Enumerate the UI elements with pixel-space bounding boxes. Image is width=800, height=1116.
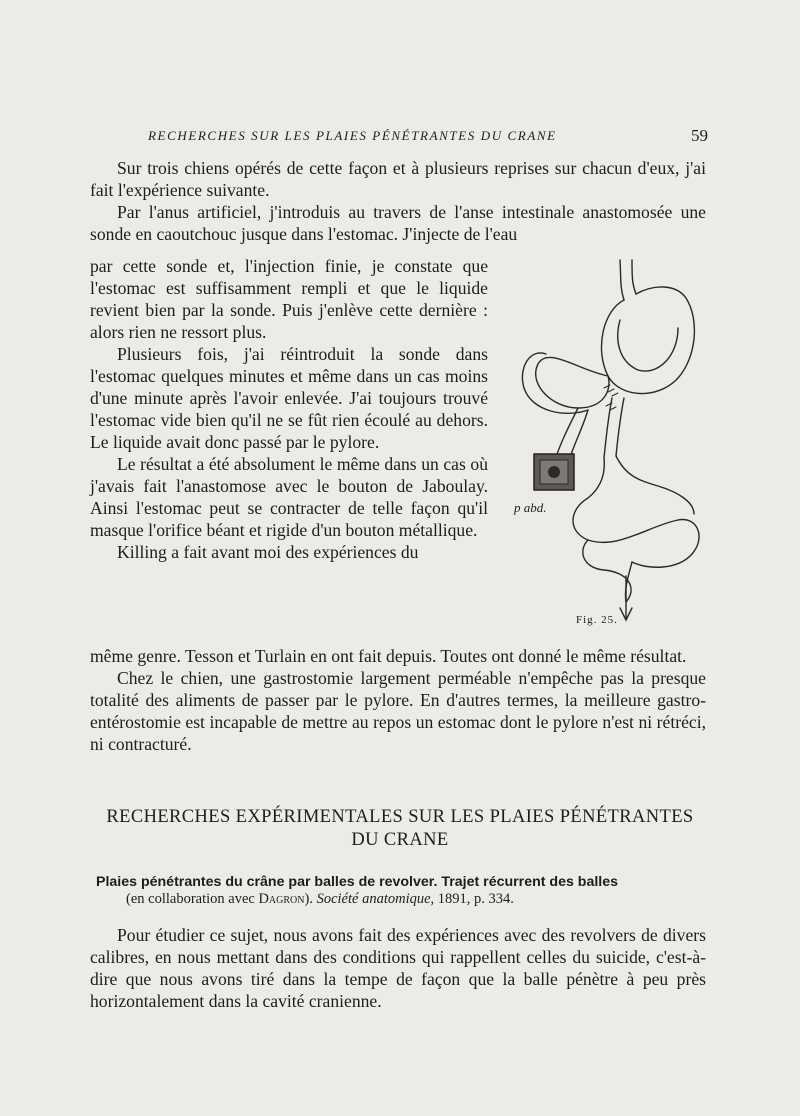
- paragraph-continued: même genre. Tesson et Turlain en ont fait depuis. Toutes ont donné le même résultat.: [90, 646, 687, 666]
- stomach-outline: [601, 287, 694, 394]
- paragraph-continued: par cette sonde et, l'injection finie, je constate que l'estomac est suffisamment rempli et que le liquide revient bien par la sonde. Puis j'enlève cette dernière : alors rien ne ressort plus.: [90, 256, 488, 342]
- figure-caption: Fig. 25.: [576, 614, 618, 626]
- text-block-beside-figure: [90, 255, 488, 563]
- paragraph: Killing a fait avant moi des expériences du: [117, 542, 419, 562]
- citation-post: , 1891, p. 334.: [430, 891, 514, 907]
- figure-stomach-anastomosis: [508, 258, 708, 638]
- text-block-final: [90, 924, 706, 1012]
- section-title-line: DU CRANE: [351, 830, 449, 850]
- section-title-line: RECHERCHES EXPÉRIMENTALES SUR LES PLAIES PÉNÉTRANTES: [106, 807, 694, 827]
- paragraph: Le résultat a été absolument le même dans un cas où j'avais fait l'anastomose avec le bouton de Jaboulay. Ainsi l'estomac peut se contracter de telle façon qu'il masque l'orifice béant et rigide d'un bouton métallique.: [90, 454, 488, 540]
- intestine-loop: [583, 540, 631, 602]
- jejunum-line: [604, 398, 612, 458]
- figure-label: p abd.: [514, 500, 547, 515]
- intestine-loop: [573, 458, 699, 567]
- citation: [126, 890, 706, 908]
- jaboulay-button: [534, 454, 574, 490]
- esophagus-line: [632, 260, 636, 294]
- citation-author: Dagron: [258, 891, 305, 907]
- paragraph: Sur trois chiens opérés de cette façon et à plusieurs reprises sur chacun d'eux, j'ai fait l'expérience suivante.: [90, 158, 706, 200]
- running-head-title: RECHERCHES SUR LES PLAIES PÉNÉTRANTES DU CRANE: [148, 128, 557, 143]
- paragraph: Par l'anus artificiel, j'introduis au travers de l'anse intestinale anastomosée une sonde en caoutchouc jusque dans l'estomac. J'injecte de l'eau: [90, 202, 706, 244]
- paragraph: Chez le chien, une gastrostomie largement perméable n'empêche pas la presque totalité des aliments de passer par le pylore. En d'autres termes, la meilleure gastro-entérostomie est incapable de mettre au repos un estomac dont le pylore n'est ni rétréci, ni contracturé.: [90, 668, 706, 754]
- esophagus-line: [620, 260, 624, 300]
- running-head: [88, 128, 708, 148]
- text-block-bottom: [90, 645, 706, 755]
- duodenum-loop: [522, 353, 588, 413]
- intestine-loop: [616, 456, 694, 514]
- page-number: 59: [691, 126, 708, 145]
- paragraph: Pour étudier ce sujet, nous avons fait des expériences avec des revolvers de divers calibres, en nous mettant dans des conditions qui rappellent celles du suicide, c'est-à-dire que nous avons tiré dans la tempe de façon que la balle pénètre à peu près horizontalement dans la cavité cranienne.: [90, 925, 706, 1011]
- stomach-illustration: [508, 258, 708, 638]
- citation-pre: (en collaboration avec: [126, 891, 259, 907]
- jejunum-line: [616, 398, 624, 456]
- paragraph: Plusieurs fois, j'ai réintroduit la sonde dans l'estomac quelques minutes et même dans un cas moins d'une minute après l'avoir enlevée. J'ai toujours trouvé l'estomac vide bien qu'il ne se fût rien écoulé au dehors. Le liquide avait donc passé par le pylore.: [90, 344, 488, 452]
- subsection-title: Plaies pénétrantes du crâne par balles de revolver. Trajet récurrent des balles: [96, 874, 619, 890]
- citation-journal: Société anatomique: [316, 891, 431, 907]
- duodenum-loop: [536, 357, 609, 408]
- citation-mid: ).: [304, 891, 317, 907]
- section-title: [90, 806, 710, 852]
- stomach-fold: [618, 320, 678, 371]
- text-block-top: [90, 157, 706, 245]
